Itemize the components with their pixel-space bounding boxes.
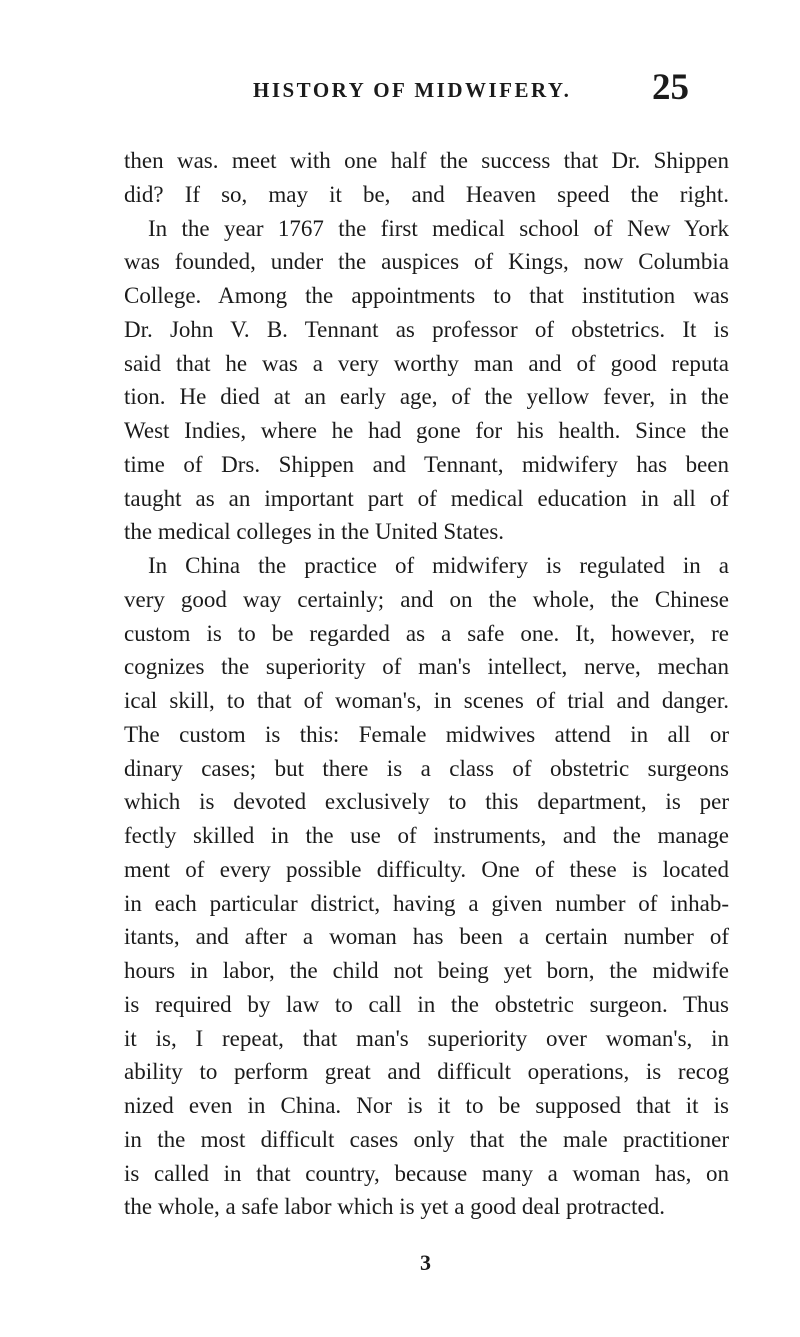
text-line: ability to perform great and difficult operations, is recog	[124, 1059, 729, 1085]
text-line: said that he was a very worthy man and of good reputa	[124, 350, 729, 376]
text-line: itants, and after a woman has been a certain number of	[124, 924, 729, 950]
text-line: Dr. John V. B. Tennant as professor of obstetrics. It is	[124, 316, 729, 342]
page-number: 25	[652, 67, 689, 108]
text-line: custom is to be regarded as a safe one. It, however, re	[124, 620, 729, 646]
text-line: dinary cases; but there is a class of obstetric surgeons	[124, 755, 729, 781]
text-line: cognizes the superiority of man's intellect, nerve, mechan	[124, 654, 729, 680]
text-line: College. Among the appointments to that institution was	[124, 283, 729, 308]
text-line: the whole, a safe labor which is yet a good deal protracted.	[124, 1194, 665, 1220]
text-line: was founded, under the auspices of Kings, now Columbia	[124, 249, 729, 275]
text-line: fectly skilled in the use of instruments, and the manage	[124, 823, 729, 848]
text-line: is called in that country, because many a woman has, on	[124, 1160, 729, 1186]
running-head: HISTORY OF MIDWIFERY.	[253, 78, 572, 102]
text-line: taught as an important part of medical education in all of	[124, 485, 729, 511]
text-line: time of Drs. Shippen and Tennant, midwifery has been	[124, 451, 729, 477]
text-line: in the most difficult cases only that the male practitioner	[124, 1126, 729, 1152]
text-line: it is, I repeat, that man's superiority over woman's, in	[124, 1025, 729, 1051]
text-line: in each particular district, having a given number of inhab-	[124, 890, 729, 916]
body-text	[124, 144, 729, 1224]
text-line: is required by law to call in the obstetric surgeon. Thus	[124, 991, 729, 1017]
paragraph-first-line: In China the practice of midwifery is regulated in a	[148, 553, 729, 578]
text-line: did? If so, may it be, and Heaven speed the right.	[124, 181, 729, 207]
text-line: The custom is this: Female midwives attend in all or	[124, 721, 729, 747]
text-line: nized even in China. Nor is it to be supposed that it is	[124, 1093, 729, 1118]
text-line: ical skill, to that of woman's, in scenes of trial and danger.	[124, 688, 729, 713]
text-line: West Indies, where he had gone for his health. Since the	[124, 418, 729, 443]
paragraph-last-line: the medical colleges in the United States.	[124, 519, 505, 545]
paragraph-first-line: In the year 1767 the first medical school of New York	[148, 215, 729, 241]
text-line: very good way certainly; and on the whole, the Chinese	[124, 586, 729, 612]
text-line: tion. He died at an early age, of the yellow fever, in the	[124, 384, 729, 410]
signature-mark: 3	[420, 1250, 431, 1275]
text-line: which is devoted exclusively to this department, is per	[124, 789, 729, 815]
text-line: ment of every possible difficulty. One of these is located	[124, 856, 729, 882]
text-line: then was. meet with one half the success that Dr. Shippen	[124, 148, 729, 173]
text-line: hours in labor, the child not being yet born, the midwife	[124, 958, 729, 983]
